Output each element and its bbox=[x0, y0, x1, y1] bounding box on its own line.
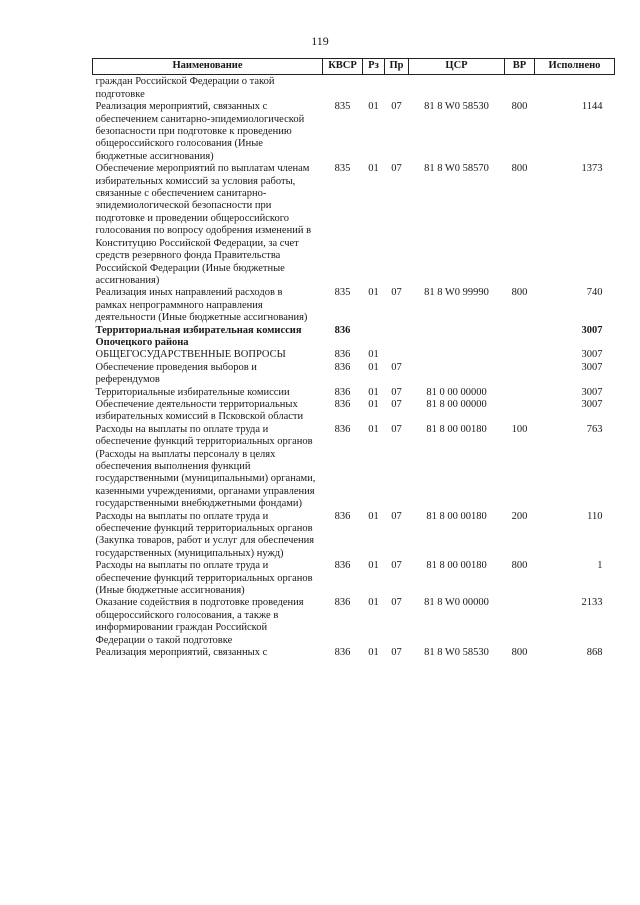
cell-pr: 07 bbox=[391, 510, 402, 522]
table-row bbox=[93, 325, 615, 350]
cell-csr: 81 8 W0 99990 bbox=[424, 287, 489, 299]
cell-done bbox=[535, 75, 615, 101]
cell-kvsr: 835 bbox=[334, 101, 351, 113]
cell-rz: 01 bbox=[368, 560, 379, 572]
cell-name: Территориальные избирательные комиссии bbox=[95, 386, 290, 398]
cell-kvsr: 835 bbox=[334, 287, 351, 299]
table-row bbox=[93, 387, 615, 399]
cell-csr bbox=[409, 362, 505, 387]
table-row bbox=[93, 597, 615, 647]
header-csr: ЦСР bbox=[409, 59, 505, 75]
cell-done: 3007 bbox=[581, 398, 603, 410]
cell-name: Реализация мероприятий, связанных с обеспечением санитарно-эпидемиологической безопасности при подготовке к проведению общероссийского голосования (Иные бюджетные ассигнования) bbox=[95, 101, 305, 162]
cell-kvsr: 836 bbox=[334, 398, 351, 410]
table-row bbox=[93, 647, 615, 659]
cell-kvsr: 836 bbox=[334, 597, 351, 609]
cell-rz: 01 bbox=[368, 361, 379, 373]
cell-kvsr bbox=[323, 75, 363, 101]
cell-vr bbox=[505, 597, 535, 647]
cell-rz bbox=[363, 75, 385, 101]
cell-csr: 81 8 00 00180 bbox=[426, 510, 487, 522]
cell-pr: 07 bbox=[391, 647, 402, 659]
cell-name: Реализация мероприятий, связанных с bbox=[95, 647, 268, 659]
cell-pr bbox=[385, 325, 409, 350]
cell-rz: 01 bbox=[368, 101, 379, 113]
cell-pr: 07 bbox=[391, 398, 402, 410]
cell-kvsr: 836 bbox=[334, 510, 351, 522]
table-row bbox=[93, 399, 615, 424]
table-row bbox=[93, 101, 615, 163]
cell-vr bbox=[505, 325, 535, 350]
cell-csr bbox=[409, 75, 505, 101]
cell-pr: 07 bbox=[391, 163, 402, 175]
cell-vr bbox=[505, 362, 535, 387]
cell-vr: 800 bbox=[511, 101, 528, 113]
cell-vr bbox=[505, 75, 535, 101]
cell-rz: 01 bbox=[368, 386, 379, 398]
cell-kvsr: 835 bbox=[334, 163, 351, 175]
cell-done: 3007 bbox=[581, 361, 603, 373]
page-number: 119 bbox=[311, 34, 329, 48]
table-row bbox=[93, 362, 615, 387]
cell-name: Обеспечение проведения выборов и референдумов bbox=[95, 361, 257, 386]
cell-rz: 01 bbox=[368, 510, 379, 522]
cell-vr bbox=[505, 387, 535, 399]
cell-csr: 81 8 W0 58530 bbox=[424, 647, 489, 659]
table-row bbox=[93, 287, 615, 324]
cell-pr: 07 bbox=[391, 287, 402, 299]
table-row bbox=[93, 511, 615, 561]
cell-kvsr: 836 bbox=[334, 349, 351, 361]
cell-done: 110 bbox=[587, 510, 603, 522]
table-row bbox=[93, 560, 615, 597]
cell-rz: 01 bbox=[368, 349, 379, 361]
cell-done: 1144 bbox=[581, 101, 603, 113]
cell-vr: 100 bbox=[511, 423, 528, 435]
cell-name: Оказание содействия в подготовке проведения общероссийского голосования, а также в информировании граждан Российской Федерации о такой подготовке bbox=[95, 597, 304, 646]
cell-csr: 81 8 00 00180 bbox=[426, 560, 487, 572]
cell-kvsr: 836 bbox=[334, 647, 351, 659]
table-row bbox=[93, 349, 615, 361]
cell-csr bbox=[409, 325, 505, 350]
cell-vr: 800 bbox=[511, 560, 528, 572]
cell-pr bbox=[385, 349, 409, 361]
cell-pr: 07 bbox=[391, 597, 402, 609]
cell-done: 3007 bbox=[581, 349, 603, 361]
header-rz: Рз bbox=[363, 59, 385, 75]
cell-name: Реализация иных направлений расходов в рамках непрограммного направления деятельности (Иные бюджетные ассигнования) bbox=[95, 287, 308, 324]
cell-rz: 01 bbox=[368, 163, 379, 175]
cell-done: 1 bbox=[597, 560, 603, 572]
cell-vr bbox=[505, 399, 535, 424]
cell-done: 868 bbox=[586, 647, 603, 659]
cell-name: Территориальная избирательная комиссия Опочецкого района bbox=[95, 324, 302, 348]
cell-csr bbox=[409, 349, 505, 361]
table-row bbox=[93, 75, 615, 101]
cell-name: Обеспечение деятельности территориальных избирательных комиссий в Псковской области bbox=[95, 398, 304, 423]
cell-name: граждан Российской Федерации о такой подготовке bbox=[95, 76, 275, 100]
cell-vr: 200 bbox=[511, 510, 528, 522]
cell-rz: 01 bbox=[368, 398, 379, 410]
cell-pr: 07 bbox=[391, 560, 402, 572]
table-header-row bbox=[93, 59, 615, 75]
cell-pr: 07 bbox=[391, 101, 402, 113]
cell-csr: 81 0 00 00000 bbox=[426, 386, 487, 398]
table-row bbox=[93, 424, 615, 511]
cell-rz: 01 bbox=[368, 597, 379, 609]
cell-done: 1373 bbox=[581, 163, 603, 175]
cell-name: ОБЩЕГОСУДАРСТВЕННЫЕ ВОПРОСЫ bbox=[95, 349, 286, 361]
cell-vr: 800 bbox=[511, 647, 528, 659]
cell-name: Расходы на выплаты по оплате труда и обеспечение функций территориальных органов (Закупка товаров, работ и услуг для обеспечения государственных (муниципальных) нужд) bbox=[95, 510, 315, 559]
cell-kvsr: 836 bbox=[334, 324, 351, 336]
table-row bbox=[93, 163, 615, 287]
cell-done: 3007 bbox=[581, 324, 603, 336]
cell-kvsr: 836 bbox=[334, 386, 351, 398]
header-pr: Пр bbox=[385, 59, 409, 75]
cell-pr: 07 bbox=[391, 361, 402, 373]
cell-csr: 81 8 W0 58570 bbox=[424, 163, 489, 175]
cell-kvsr: 836 bbox=[334, 423, 351, 435]
cell-csr: 81 8 W0 00000 bbox=[424, 597, 489, 609]
cell-vr bbox=[505, 349, 535, 361]
cell-rz: 01 bbox=[368, 423, 379, 435]
cell-csr: 81 8 W0 58530 bbox=[424, 101, 489, 113]
header-name: Наименование bbox=[93, 59, 323, 75]
cell-done: 763 bbox=[586, 423, 603, 435]
cell-vr: 800 bbox=[511, 287, 528, 299]
cell-name: Расходы на выплаты по оплате труда и обеспечение функций территориальных органов (Расходы на выплаты персоналу в целях обеспечения выполнения функций государственными (муниципальными) органами, казенными учреждениями, органами управления государственными внебюджетными фондами) bbox=[95, 423, 316, 510]
cell-rz: 01 bbox=[368, 647, 379, 659]
cell-done: 3007 bbox=[581, 386, 603, 398]
cell-rz: 01 bbox=[368, 287, 379, 299]
cell-csr: 81 8 00 00000 bbox=[426, 398, 487, 410]
cell-name: Расходы на выплаты по оплате труда и обеспечение функций территориальных органов (Иные бюджетные ассигнования) bbox=[95, 560, 313, 597]
cell-pr bbox=[385, 75, 409, 101]
cell-rz bbox=[363, 325, 385, 350]
budget-execution-table bbox=[92, 58, 615, 660]
header-kvsr: КВСР bbox=[323, 59, 363, 75]
cell-pr: 07 bbox=[391, 386, 402, 398]
table-body bbox=[93, 75, 615, 660]
cell-kvsr: 836 bbox=[334, 361, 351, 373]
cell-kvsr: 836 bbox=[334, 560, 351, 572]
header-done: Исполнено bbox=[535, 59, 615, 75]
cell-csr: 81 8 00 00180 bbox=[426, 423, 487, 435]
cell-name: Обеспечение мероприятий по выплатам членам избирательных комиссий за условия работы, связанные с обеспечением санитарно-эпидемиологической безопасности при подготовке и проведении общероссийского голосования по вопросу одобрения изменений в Конституцию Российской Федерации, за счет средств резервного фонда Правительства Российской Федерации (Иные бюджетные ассигнования) bbox=[95, 163, 312, 286]
cell-done: 2133 bbox=[581, 597, 603, 609]
cell-pr: 07 bbox=[391, 423, 402, 435]
cell-done: 740 bbox=[586, 287, 603, 299]
cell-vr: 800 bbox=[511, 163, 528, 175]
header-vr: ВР bbox=[505, 59, 535, 75]
